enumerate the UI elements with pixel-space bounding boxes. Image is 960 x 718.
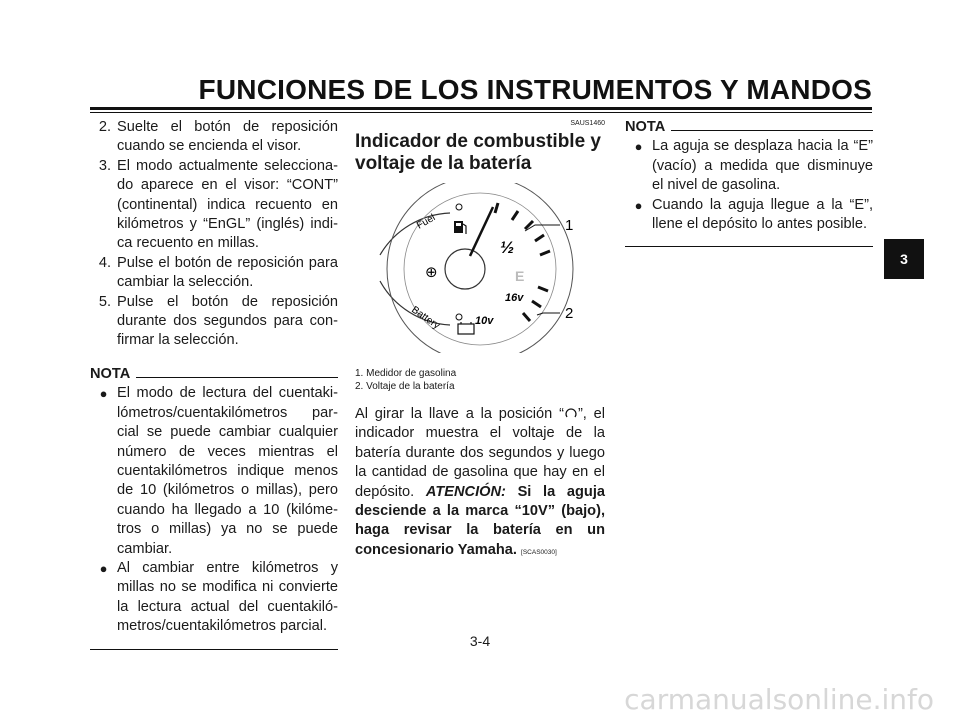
- half-mark: ½: [500, 238, 515, 257]
- nota-rule: [136, 377, 338, 378]
- nota-heading: [90, 365, 338, 384]
- list-item: [90, 157, 338, 254]
- page-header-title: FUNCIONES DE LOS INSTRUMENTOS Y MANDOS: [198, 74, 872, 105]
- list-item-number: 2.: [98, 119, 111, 135]
- section-code: SAUS1460: [570, 120, 605, 127]
- left-column: [90, 118, 338, 650]
- nota-bullet: [90, 559, 338, 637]
- ignition-on-icon: [564, 406, 578, 419]
- list-item-text: El modo actualmente selecciona-do aparece en el visor: “CONT” (continental) indica recuento en kilómetros y “EnGL” (inglés) indi-ca recuento en millas.: [117, 157, 338, 252]
- empty-mark: E: [515, 268, 525, 284]
- bullet-icon: ●: [634, 197, 643, 213]
- nota-rule: [671, 130, 873, 131]
- list-item: [90, 293, 338, 351]
- list-item-text: Pulse el botón de reposición durante dos segundos para con-firmar la selección.: [117, 293, 338, 349]
- para-text-before-icon: Al girar la llave a la posición “: [355, 406, 564, 422]
- nota-bullet-text: La aguja se desplaza hacia la “E” (vacío) a medida que disminuye el nivel de gasolina.: [652, 138, 873, 194]
- nota-heading: [625, 118, 873, 137]
- section-heading: Indicador de combustible y voltaje de la batería: [355, 131, 601, 174]
- figure-caption: 1. Medidor de gasolina: [355, 368, 457, 379]
- atencion-code: [SCAS0030]: [521, 548, 557, 556]
- fuel-label: Fuel: [415, 212, 438, 232]
- gauge-hub: [445, 249, 485, 289]
- right-column: [625, 118, 873, 247]
- battery-icon: [458, 322, 474, 334]
- gauge-outer-arc-top: [380, 213, 450, 255]
- list-item-number: 4.: [98, 254, 111, 271]
- nota-label: NOTA: [90, 365, 131, 382]
- list-item: [90, 254, 338, 293]
- para-text-after-icon: ”, el indicador muestra el voltaje de la batería durante dos segundos y luego la cantidad de gasolina que hay en el depósito.: [355, 406, 605, 500]
- list-item-number: 3.: [98, 157, 111, 174]
- middle-column: [355, 118, 605, 562]
- nota-bullet-text: El modo de lectura del cuentaki-lómetros/cuentakilómetros par-cial se puede cambiar cualquier número de veces mientras el cuentakilómetros indique menos de 10 (kilómetros o millas), pero cuando ha llegado a 10 (kilóme-tros o millas) ya no se puede cambiar.: [117, 385, 338, 557]
- fuel-battery-gauge-illustration: [355, 183, 605, 353]
- callout-number-1: 1: [565, 217, 574, 234]
- fuel-pump-icon: [454, 221, 466, 234]
- header-rule-thin: [90, 112, 872, 113]
- nota-bullet: [90, 384, 338, 559]
- nota-bullet: [625, 196, 873, 235]
- page-number: 3-4: [469, 633, 491, 649]
- list-item-text: Pulse el botón de reposición para cambiar la selección.: [117, 254, 338, 291]
- chapter-tab: 3: [884, 239, 924, 279]
- watermark: carmanualsonline.info: [624, 683, 934, 716]
- nota-bullet: [625, 137, 873, 195]
- battery-label: Battery: [409, 304, 442, 332]
- gauge-outer-arc-bottom: [380, 281, 450, 325]
- bullet-icon: ●: [99, 560, 108, 576]
- list-item: [90, 118, 338, 157]
- list-item-number: 5.: [98, 293, 111, 310]
- sixteen-volt-mark: 16v: [505, 292, 524, 304]
- list-item-text: Suelte el botón de reposición cuando se encienda el visor.: [117, 119, 338, 155]
- callout-number-2: 2: [565, 305, 574, 322]
- header-rule: [90, 107, 872, 110]
- gauge-description: [355, 405, 605, 562]
- atencion-text: Si la aguja desciende a la marca “10V” (bajo), haga revisar la batería en un concesionario Yamaha.: [355, 483, 605, 558]
- figure-caption: 2. Voltaje de la batería: [355, 381, 455, 392]
- gauge-needle: [470, 207, 493, 256]
- battery-scale-ticks: [523, 287, 548, 321]
- bullet-icon: ●: [99, 386, 108, 402]
- nota-bullet-text: Al cambiar entre kilómetros y millas no se modifica ni convierte la lectura actual del cuentakiló-metros/cuentakilómetros parcial.: [117, 559, 338, 635]
- plus-icon: ⊕: [425, 263, 438, 281]
- indicator-dot-icon: [456, 314, 462, 320]
- nota-bullet-text: Cuando la aguja llegue a la “E”, llene el depósito lo antes posible.: [652, 196, 873, 233]
- atencion-label: ATENCIÓN:: [425, 483, 506, 500]
- nota-label: NOTA: [625, 119, 666, 135]
- nota-end-rule: [625, 246, 873, 247]
- ten-volt-mark: 10v: [475, 315, 494, 327]
- indicator-dot-icon: [456, 204, 462, 210]
- bullet-icon: ●: [634, 139, 643, 155]
